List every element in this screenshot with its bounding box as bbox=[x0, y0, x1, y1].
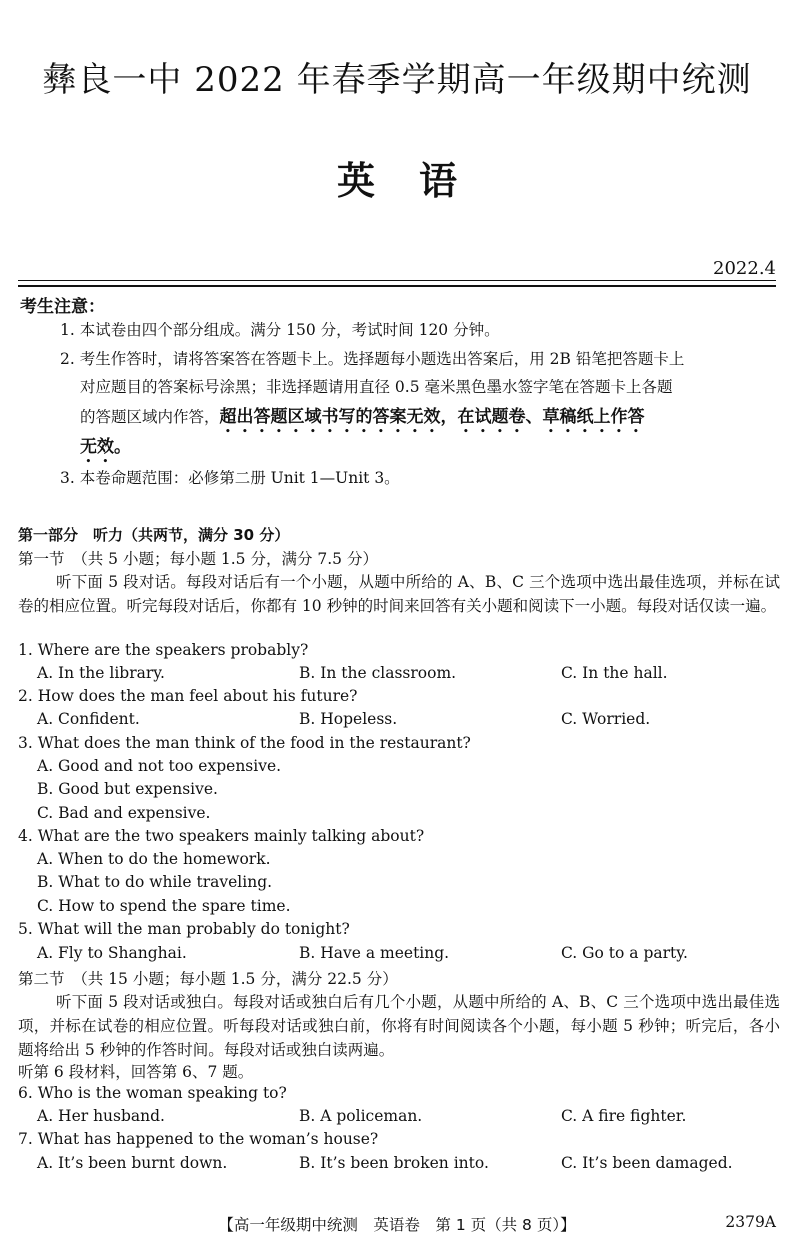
paper-code: 2379A bbox=[725, 1213, 776, 1231]
notice-item-2-plain: 的答题区域内作答， bbox=[80, 408, 220, 426]
question-7: 7. What has happened to the woman’s house? bbox=[18, 1130, 379, 1148]
divider-thick bbox=[18, 285, 776, 287]
question-1-option-c: C. In the hall. bbox=[561, 664, 668, 682]
question-6-option-a: A. Her husband. bbox=[37, 1107, 165, 1125]
question-5-option-a: A. Fly to Shanghai. bbox=[37, 944, 187, 962]
section2-instructions: 听下面 5 段对话或独白。每段对话或独白后有几个小题，从题中所给的 A、B、C 三个选项中选出最佳选项，并标在试卷的相应位置。听每段对话或独白前，你将有时间阅读各个小题，每小题 5 秒钟；听完后，各小题将给出 5 秒钟的作答时间。每段对话或独白读两遍。 bbox=[18, 993, 780, 1059]
divider-thin bbox=[18, 280, 776, 281]
notice-item-2-line-1: 2. 考生作答时，请将答案答在答题卡上。选择题每小题选出答案后，用 2B 铅笔把答题卡上 bbox=[60, 350, 685, 368]
subject-char-1: 英 bbox=[336, 159, 375, 203]
section1-instructions: 听下面 5 段对话。每段对话后有一个小题，从题中所给的 A、B、C 三个选项中选出最佳选项，并标在试卷的相应位置。听完每段对话后，你都有 10 秒钟的时间来回答有关小题和阅读下一小题。每段对话仅读一遍。 bbox=[18, 573, 780, 615]
question-5-option-c: C. Go to a party. bbox=[561, 944, 688, 962]
part1-heading: 第一部分 听力（共两节，满分 30 分） bbox=[18, 526, 290, 544]
question-1-option-a: A. In the library. bbox=[37, 664, 165, 682]
exam-title: 彝良一中 2022 年春季学期高一年级期中统测 bbox=[42, 60, 752, 100]
section1-heading: 第一节 （共 5 小题；每小题 1.5 分，满分 7.5 分） bbox=[18, 550, 378, 568]
question-3-option-b: B. Good but expensive. bbox=[37, 780, 218, 798]
question-5-option-b: B. Have a meeting. bbox=[299, 944, 450, 962]
question-3: 3. What does the man think of the food in the restaurant? bbox=[18, 734, 471, 752]
exam-date: 2022.4 bbox=[713, 258, 776, 279]
question-3-option-c: C. Bad and expensive. bbox=[37, 804, 211, 822]
subject-char-2: 语 bbox=[419, 159, 458, 203]
question-1: 1. Where are the speakers probably? bbox=[18, 641, 309, 659]
question-4-option-c: C. How to spend the spare time. bbox=[37, 897, 291, 915]
question-2: 2. How does the man feel about his future? bbox=[18, 687, 358, 705]
notice-heading: 考生注意： bbox=[20, 297, 105, 317]
question-2-option-c: C. Worried. bbox=[561, 710, 651, 728]
question-7-option-b: B. It’s been broken into. bbox=[299, 1154, 489, 1172]
notice-item-2-emphasis: 超出答题区域书写的答案无效，在试题卷、草稿纸上作答 bbox=[219, 407, 645, 427]
question-2-option-a: A. Confident. bbox=[37, 710, 140, 728]
question-2-option-b: B. Hopeless. bbox=[299, 710, 398, 728]
notice-item-2-line-3 bbox=[80, 403, 780, 437]
question-4-option-a: A. When to do the homework. bbox=[37, 850, 271, 868]
listen-material-6: 听第 6 段材料，回答第 6、7 题。 bbox=[18, 1063, 254, 1081]
question-6-option-b: B. A policeman. bbox=[299, 1107, 423, 1125]
question-6-option-c: C. A fire fighter. bbox=[561, 1107, 687, 1125]
notice-item-2-line-2: 对应题目的答案标号涂黑；非选择题请用直径 0.5 毫米黑色墨水签字笔在答题卡上各题 bbox=[80, 378, 673, 396]
question-3-option-a: A. Good and not too expensive. bbox=[37, 757, 282, 775]
notice-item-3: 3. 本卷命题范围：必修第二册 Unit 1—Unit 3。 bbox=[60, 469, 400, 487]
question-4-option-b: B. What to do while traveling. bbox=[37, 873, 273, 891]
question-6: 6. Who is the woman speaking to? bbox=[18, 1084, 287, 1102]
question-1-option-b: B. In the classroom. bbox=[299, 664, 457, 682]
question-7-option-a: A. It’s been burnt down. bbox=[37, 1154, 228, 1172]
question-4: 4. What are the two speakers mainly talking about? bbox=[18, 827, 425, 845]
question-5: 5. What will the man probably do tonight? bbox=[18, 920, 350, 938]
notice-item-2-line-4 bbox=[80, 433, 780, 467]
question-7-option-c: C. It’s been damaged. bbox=[561, 1154, 733, 1172]
subject-title bbox=[0, 150, 794, 205]
section2-heading: 第二节 （共 15 小题；每小题 1.5 分，满分 22.5 分） bbox=[18, 970, 398, 988]
notice-item-2-emphasis-end: 无效。 bbox=[80, 437, 131, 457]
notice-item-1: 1. 本试卷由四个部分组成。满分 150 分，考试时间 120 分钟。 bbox=[60, 321, 500, 339]
page-footer: 【高一年级期中统测 英语卷 第 1 页（共 8 页）】 bbox=[218, 1216, 576, 1234]
